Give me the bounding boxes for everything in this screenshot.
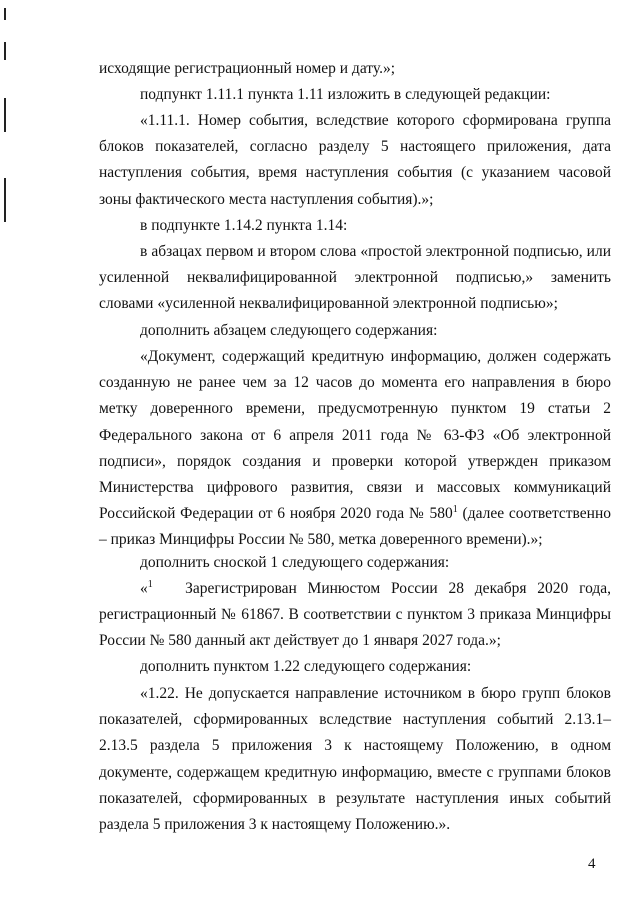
scan-margin-mark — [4, 8, 6, 20]
scan-margin-mark — [4, 178, 6, 222]
scan-margin-mark — [4, 98, 6, 132]
footnote-body: Зарегистрирован Минюстом России 28 декабря 2020 года, регистрационный № 61867. В соответствии с пунктом 3 приказа Минцифры России № 580 данный акт действует до 1 января 2027 года.»; — [99, 580, 612, 650]
paragraph-continuation: исходящие регистрационный номер и дату.»; — [99, 60, 395, 77]
paragraph-footnote-text — [99, 576, 611, 655]
paragraph-add-footnote: дополнить сноской 1 следующего содержания: — [140, 554, 450, 571]
footnote-marker: 1 — [147, 578, 153, 590]
paragraph-add-abzats: дополнить абзацем следующего содержания: — [140, 322, 438, 339]
paragraph-subpoint-1-11-1-intro: подпункт 1.11.1 пункта 1.11 изложить в следующей редакции: — [140, 86, 551, 103]
footnote-open-quote: « — [140, 580, 148, 597]
trusted-time-text-end: (далее соответственно – приказ Минцифры России № 580, метка доверенного времени).»; — [99, 505, 612, 549]
paragraph-point-1-22-text: «1.22. Не допускается направление источником в бюро групп блоков показателей, сформированных вследствие наступления событий 2.13.1–2.13.5 раздела 5 приложения 3 к настоящему Положению, в одном документе, содержащем кредитную информацию, вместе с группами блоков показателей, сформированных в результате наступления иных событий раздела 5 приложения 3 к настоящему Положению.». — [99, 685, 611, 834]
paragraph-subpoint-1-14-2: в подпункте 1.14.2 пункта 1.14: — [140, 217, 348, 234]
scan-margin-mark — [4, 42, 6, 60]
footnote-marker: 1 — [452, 504, 458, 516]
paragraph-trusted-time — [99, 344, 611, 554]
paragraph-add-point-1-22: дополнить пунктом 1.22 следующего содержания: — [140, 658, 472, 675]
trusted-time-text: «Документ, содержащий кредитную информацию, должен содержать созданную не ранее чем за 12 часов до момента его направления в бюро метку доверенного времени, предусмотренную пунктом 19 статьи 2 Федерального закона от 6 апреля 2011 года № 63-ФЗ «Об электронной подписи», порядок создания и проверки которой утвержден приказом Министерства цифрового развития, связи и массовых коммуникаций Российской Федерации от 6 ноября 2020 года № 580 — [99, 348, 611, 523]
page-number: 4 — [588, 856, 596, 872]
paragraph-subpoint-1-11-1-text: «1.11.1. Номер события, вследствие которого сформирована группа блоков показателей, согласно разделу 5 настоящего приложения, дата наступления события, время наступления события (с указанием часовой зоны фактического места наступления события).»; — [99, 112, 611, 208]
paragraph-signature-replacement: в абзацах первом и втором слова «простой электронной подписью, или усиленной неквалифицированной электронной подписью,» заменить словами «усиленной неквалифицированной электронной подписью»; — [99, 243, 611, 313]
